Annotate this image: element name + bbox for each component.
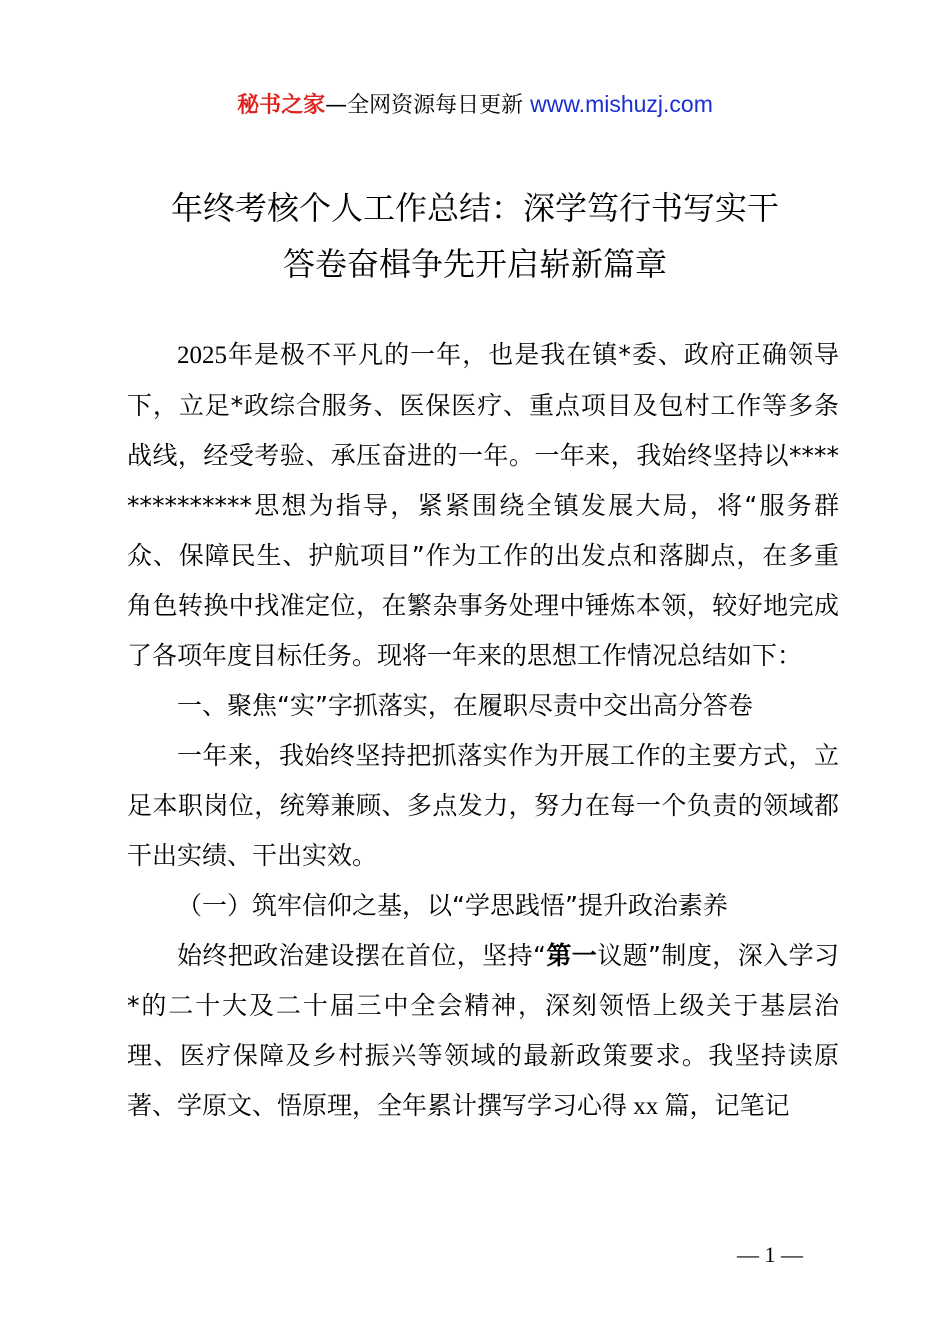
document-body — [127, 330, 839, 1132]
section-1-paragraph: 一年来，我始终坚持把抓落实作为开展工作的主要方式，立足本职岗位，统筹兼顾、多点发力，努力在每一个负责的领域都干出实绩、干出实效。 — [127, 741, 839, 870]
subsection-1-bold-text: 第一 — [545, 941, 598, 970]
intro-text: 年是极不平凡的一年，也是我在镇*委、政府正确领导下，立足*政综合服务、医保医疗、重点项目及包村工作等多条战线，经受考验、承压奋进的一年。一年来，我始终坚持以**************思想为指导，紧紧围绕全镇发展大局，将“服务群众、保障民生、护航项目”作为工作的出发点和落脚点，在多重角色转换中找准定位，在繁杂事务处理中锤炼本领，较好地完成了各项年度目标任务。现将一年来的思想工作情况总结如下： — [127, 340, 839, 670]
intro-paragraph — [127, 330, 839, 681]
site-header — [0, 88, 950, 122]
section-1-heading: 一、聚焦“实”字抓落实，在履职尽责中交出高分答卷 — [177, 691, 753, 720]
document-title — [80, 180, 870, 292]
subsection-1-paragraph — [127, 931, 839, 1132]
page-number: — 1 — — [737, 1242, 803, 1267]
subsection-1-text-b: 议题”制度，深入学习*的二十大及二十届三中全会精神，深刻领悟上级关于基层治理、医疗保障及乡村振兴等领域的最新政策要求。我坚持读原著、学原文、悟原理，全年累计撰写学习心得 — [127, 941, 839, 1120]
subsection-1-heading: （一）筑牢信仰之基，以“学思践悟”提升政治素养 — [177, 891, 728, 920]
site-brand: 秘书之家 — [237, 93, 326, 118]
document-title-line-2: 答卷奋楫争先开启崭新篇章 — [282, 245, 667, 283]
intro-year: 2025 — [177, 342, 227, 369]
document-title-line-1: 年终考核个人工作总结：深学笃行书写实干 — [170, 189, 779, 227]
subsection-1-count: xx — [627, 1093, 665, 1120]
site-tagline: —全网资源每日更新 — [325, 93, 531, 118]
subsection-1-text-a: 始终把政治建设摆在首位，坚持“ — [177, 941, 546, 970]
site-url-link[interactable]: www.mishuzj.com — [530, 91, 713, 117]
subsection-1-text-c: 篇，记笔记 — [664, 1091, 790, 1120]
